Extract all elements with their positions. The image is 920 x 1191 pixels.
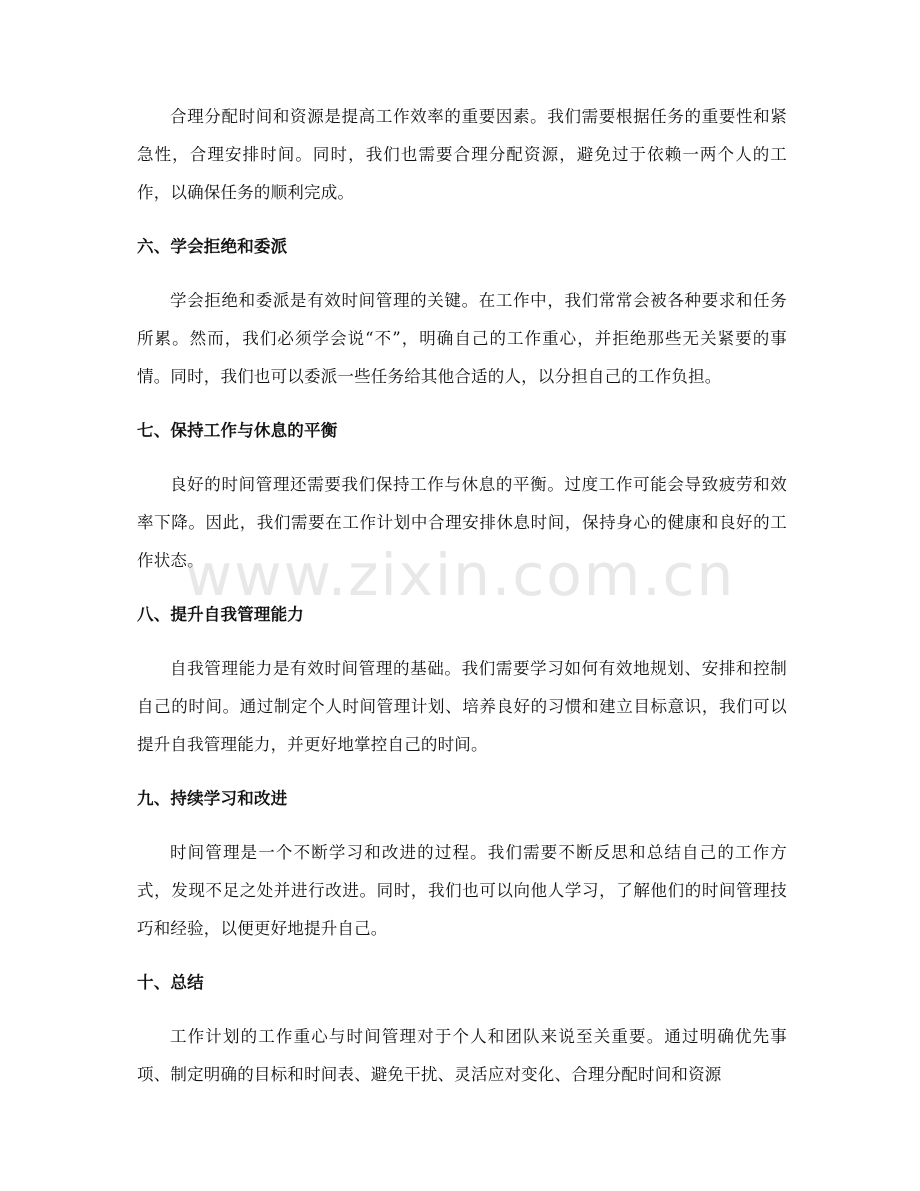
section-heading-8: 八、提升自我管理能力 — [137, 605, 304, 624]
section-heading-7: 七、保持工作与休息的平衡 — [137, 421, 338, 440]
paragraph-refuse-delegate: 学会拒绝和委派是有效时间管理的关键。在工作中，我们常常会被各种要求和任务所累。然而，我们必须学会说“不”，明确自己的工作重心，并拒绝那些无关紧要的事情。同时，我们也可以委派一些任务给其他合适的人，以分担自己的工作负担。 — [137, 291, 787, 386]
watermark: www.zixin.com.cn — [184, 541, 736, 609]
section-heading-6: 六、学会拒绝和委派 — [137, 237, 288, 256]
section-heading-9: 九、持续学习和改进 — [137, 789, 288, 808]
section-heading-10: 十、总结 — [137, 973, 204, 992]
paragraph-self-management: 自我管理能力是有效时间管理的基础。我们需要学习如何有效地规划、安排和控制自己的时间。通过制定个人时间管理计划、培养良好的习惯和建立目标意识，我们可以提升自我管理能力，并更好地掌控自己的时间。 — [137, 659, 787, 754]
paragraph-work-rest-balance: 良好的时间管理还需要我们保持工作与休息的平衡。过度工作可能会导致疲劳和效率下降。因此，我们需要在工作计划中合理安排休息时间，保持身心的健康和良好的工作状态。 — [137, 475, 787, 570]
paragraph-summary: 工作计划的工作重心与时间管理对于个人和团队来说至关重要。通过明确优先事项、制定明确的目标和时间表、避免干扰、灵活应对变化、合理分配时间和资源 — [137, 1027, 787, 1084]
document-body — [137, 98, 787, 1094]
paragraph-resource-allocation: 合理分配时间和资源是提高工作效率的重要因素。我们需要根据任务的重要性和紧急性，合理安排时间。同时，我们也需要合理分配资源，避免过于依赖一两个人的工作，以确保任务的顺利完成。 — [137, 107, 787, 202]
paragraph-continuous-learning: 时间管理是一个不断学习和改进的过程。我们需要不断反思和总结自己的工作方式，发现不足之处并进行改进。同时，我们也可以向他人学习，了解他们的时间管理技巧和经验，以便更好地提升自己。 — [137, 843, 787, 938]
